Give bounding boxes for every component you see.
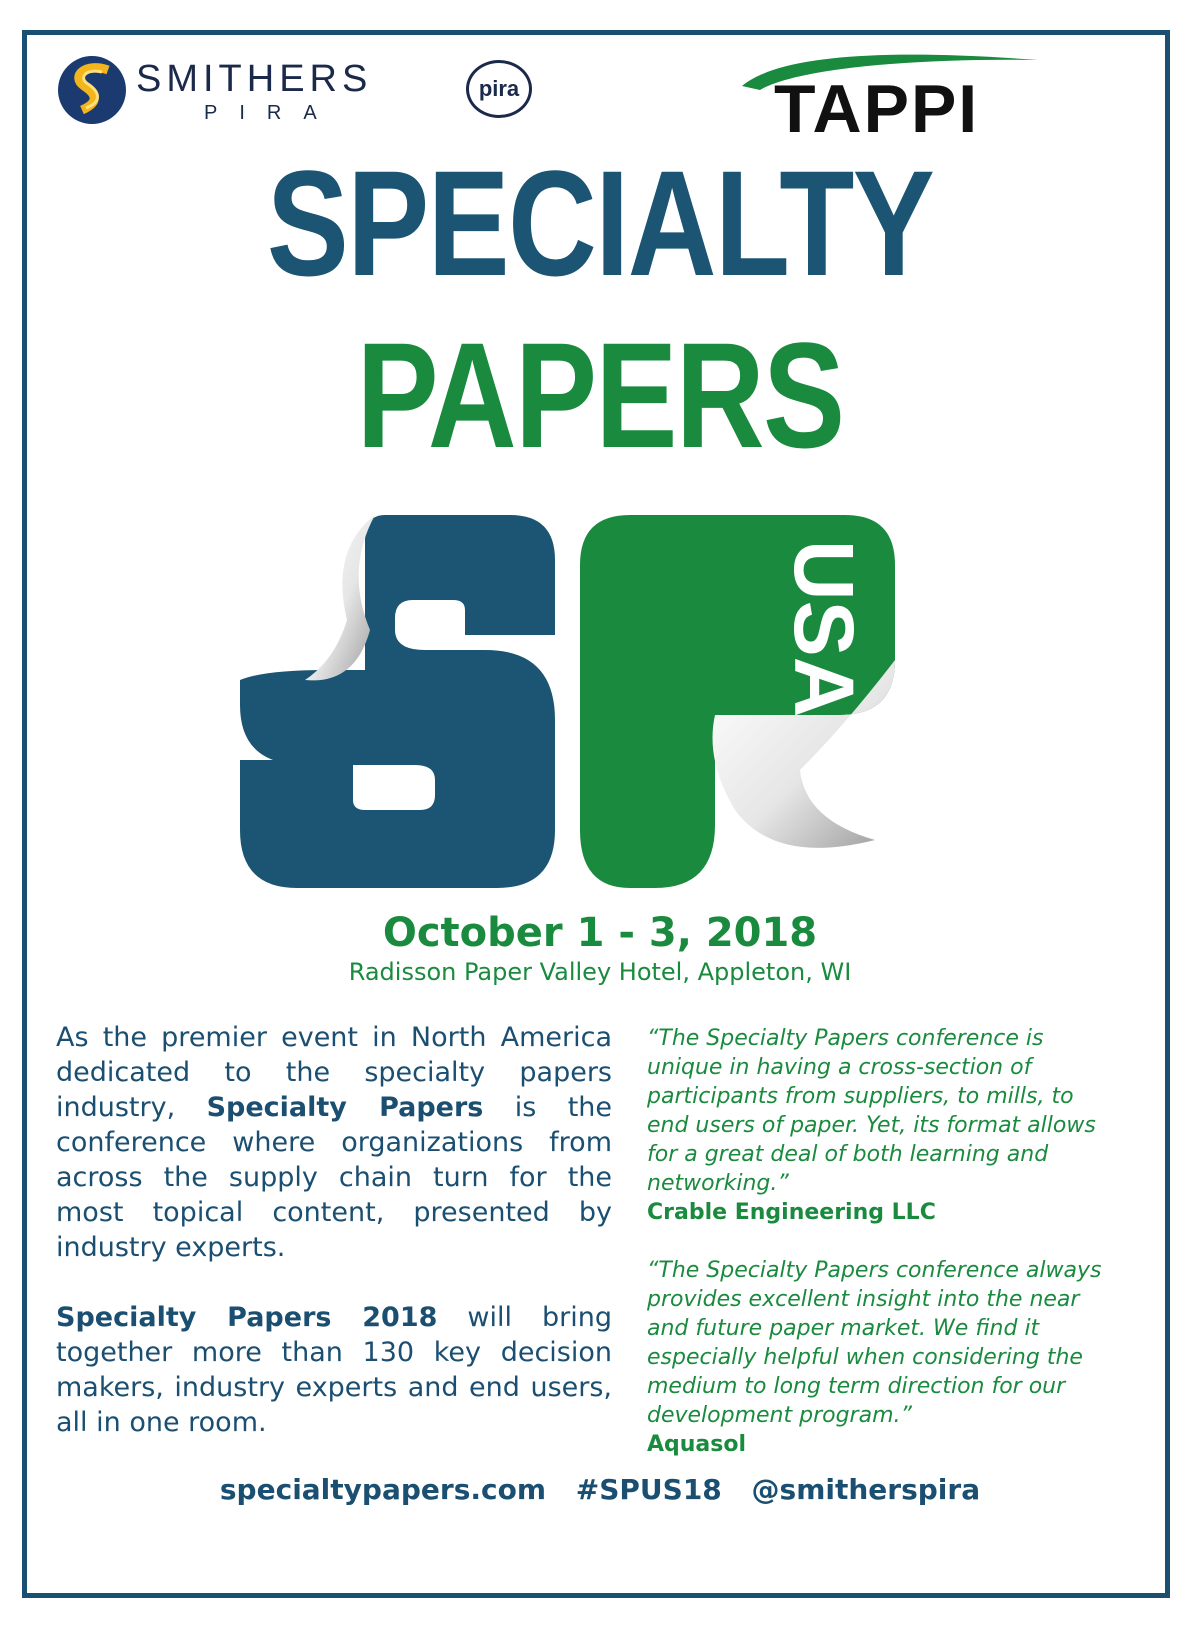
testimonials (647, 1024, 1107, 1488)
event-name-bold: Specialty Papers (206, 1092, 484, 1123)
title-papers: PAPERS (356, 311, 844, 479)
sp-usa-emblem (235, 510, 915, 900)
event-year-bold: Specialty Papers 2018 (56, 1302, 438, 1333)
testimonial-quote: “The Specialty Papers conference always provides excellent insight into the near and future paper market. We find it especially helpful when considering the medium to long term direction for our development program.” (647, 1258, 1102, 1428)
pira-badge: pira (466, 60, 532, 118)
smithers-pira-logo (56, 52, 520, 132)
p-letter-shape (580, 515, 895, 888)
smithers-s-icon (56, 52, 132, 128)
smithers-wordmark: SMITHERS (136, 58, 373, 100)
s-letter-shape (240, 515, 555, 888)
hashtag: #SPUS18 (575, 1473, 722, 1506)
event-date: October 1 - 3, 2018 (382, 910, 818, 956)
tappi-logo (738, 50, 1098, 147)
website-link[interactable]: specialtypapers.com (219, 1473, 547, 1506)
event-venue: Radisson Paper Valley Hotel, Appleton, WI (348, 958, 852, 986)
description-paragraph-1: As the premier event in North America dedicated to the specialty papers industry, Specialty Papers is the conference where organizations from across the supply chain turn for the most topical content, presented by industry experts. (56, 1022, 613, 1263)
testimonial-source: Aquasol (647, 1432, 747, 1457)
title-specialty: SPECIALTY (266, 139, 934, 307)
usa-tag: USA (777, 540, 871, 718)
testimonial-source: Crable Engineering LLC (647, 1200, 936, 1225)
description-paragraph-2: Specialty Papers 2018 will bring together more than 130 key decision makers, industry experts and end users, all in one room. (56, 1302, 612, 1438)
footer-links (0, 1473, 1200, 1506)
social-handle[interactable]: @smitherspira (751, 1473, 981, 1506)
testimonial-quote: “The Specialty Papers conference is unique in having a cross-section of participants from suppliers, to mills, to end users of paper. Yet, its format allows for a great deal of both learning and networking.” (647, 1026, 1096, 1196)
event-description (56, 1020, 612, 1475)
pira-wordmark: PIRA (204, 102, 339, 124)
tappi-wordmark: TAPPI (774, 71, 980, 147)
